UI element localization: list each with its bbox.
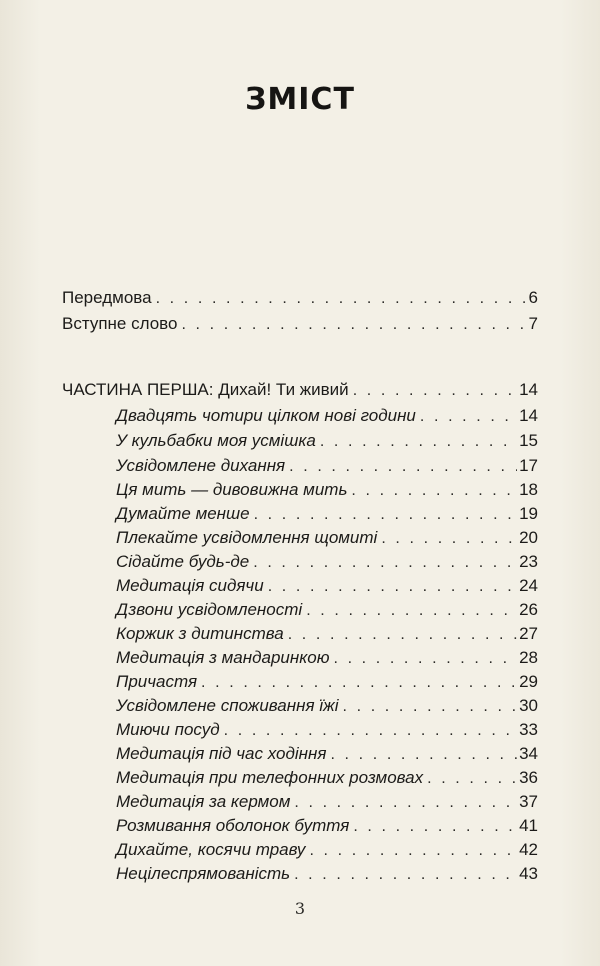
dot-leader [224,719,517,743]
toc-entry-chapter[interactable] [116,429,538,453]
toc-entry-page: 33 [519,720,538,739]
toc-entry-page: 41 [519,816,538,835]
toc-entry-page: 19 [519,504,538,523]
toc-entry-label: Медитація за кермом [116,792,291,811]
toc-entry-chapter[interactable] [116,502,538,526]
toc-entry-page: 18 [519,480,538,499]
dot-leader [309,839,517,863]
dot-leader [156,287,527,311]
toc-entry-label: Розмивання оболонок буття [116,816,350,835]
toc-entry-page: 23 [519,552,538,571]
toc-entry-label: Дихайте, косячи траву [116,840,306,859]
toc-entry-page: 43 [519,864,538,883]
toc-entry-label: Передмова [62,288,152,307]
toc-entry-label: Медитація при телефонних розмовах [116,768,424,787]
dot-leader [320,430,517,454]
toc-entry-label: Медитація з мандаринкою [116,648,330,667]
toc-entry-label: Ця мить — дивовижна мить [116,480,348,499]
page-number: 3 [294,899,306,918]
toc-entry-label: Коржик з дитинства [116,624,284,643]
toc-entry-chapter[interactable] [116,622,538,646]
dot-leader [343,695,518,719]
toc-entry-page: 27 [519,624,538,643]
dot-leader [201,671,517,695]
toc-entry-label: Двадцять чотири цілком нові години [116,406,416,425]
dot-leader [333,647,517,671]
toc-entry-chapter[interactable] [116,454,538,478]
dot-leader [351,479,517,503]
toc-entry-chapter[interactable] [116,790,538,814]
page-title: ЗМІСТ [245,82,355,117]
dot-leader [253,551,517,575]
dot-leader [427,767,517,791]
dot-leader [353,379,517,403]
toc-entry-chapter[interactable] [116,574,538,598]
dot-leader [288,623,517,647]
toc-entry-chapter[interactable] [116,478,538,502]
dot-leader [294,791,517,815]
toc-entry-chapter[interactable] [116,694,538,718]
toc-entry-label: Усвідомлене дихання [116,456,286,475]
toc-entry-page: 15 [519,431,538,450]
toc-entry-page: 34 [519,744,538,763]
toc-entry-page: 26 [519,600,538,619]
toc-entry-page: 30 [519,696,538,715]
toc-entry-label: Причастя [116,672,198,691]
toc-entry-page: 36 [519,768,538,787]
toc-entry-label: Миючи посуд [116,720,220,739]
dot-leader [254,503,517,527]
toc-entry-chapter[interactable] [116,742,538,766]
toc-entry-page: 20 [519,528,538,547]
dot-leader [353,815,517,839]
dot-leader [268,575,517,599]
toc-entry-page: 37 [519,792,538,811]
toc-entry-label: Нецілеспрямованість [116,864,291,883]
toc-entry-chapter[interactable] [116,718,538,742]
toc-entry-chapter[interactable] [116,862,538,886]
toc-entry-foreword[interactable] [62,286,538,310]
toc-entry-chapter[interactable] [116,598,538,622]
toc-entry-page: 14 [519,406,538,425]
toc-entry-page: 14 [519,380,538,399]
dot-leader [330,743,517,767]
toc-entry-label: ЧАСТИНА ПЕРША: Дихай! Ти живий [62,380,349,399]
toc-entry-chapter[interactable] [116,404,538,428]
dot-leader [381,527,517,551]
dot-leader [306,599,517,623]
toc-entry-label: Сідайте будь-де [116,552,250,571]
dot-leader [289,455,517,479]
toc-entry-label: У кульбабки моя усмішка [116,431,316,450]
toc-entry-label: Медитація сидячи [116,576,264,595]
toc-entry-chapter[interactable] [116,838,538,862]
toc-entry-label: Вступне слово [62,314,178,333]
toc-entry-page: 7 [528,314,538,333]
toc-entry-label: Думайте менше [116,504,250,523]
toc-entry-chapter[interactable] [116,766,538,790]
toc-entry-label: Медитація під час ходіння [116,744,327,763]
toc-entry-label: Усвідомлене споживання їжі [116,696,339,715]
dot-leader [294,863,517,887]
toc-entry-chapter[interactable] [116,526,538,550]
toc-entry-chapter[interactable] [116,670,538,694]
dot-leader [420,405,517,429]
toc-entry-page: 29 [519,672,538,691]
toc-entry-chapter[interactable] [116,550,538,574]
toc-entry-page: 28 [519,648,538,667]
toc-entry-chapter[interactable] [116,814,538,838]
toc-entry-page: 24 [519,576,538,595]
toc-entry-page: 17 [519,456,538,475]
toc-entry-chapter[interactable] [116,646,538,670]
toc-entry-part-one[interactable] [62,378,538,402]
toc-entry-page: 6 [528,288,538,307]
toc-entry-introduction[interactable] [62,312,538,336]
toc-entry-label: Дзвони усвідомленості [116,600,303,619]
dot-leader [181,313,526,337]
toc-entry-label: Плекайте усвідомлення щомиті [116,528,378,547]
toc-entry-page: 42 [519,840,538,859]
